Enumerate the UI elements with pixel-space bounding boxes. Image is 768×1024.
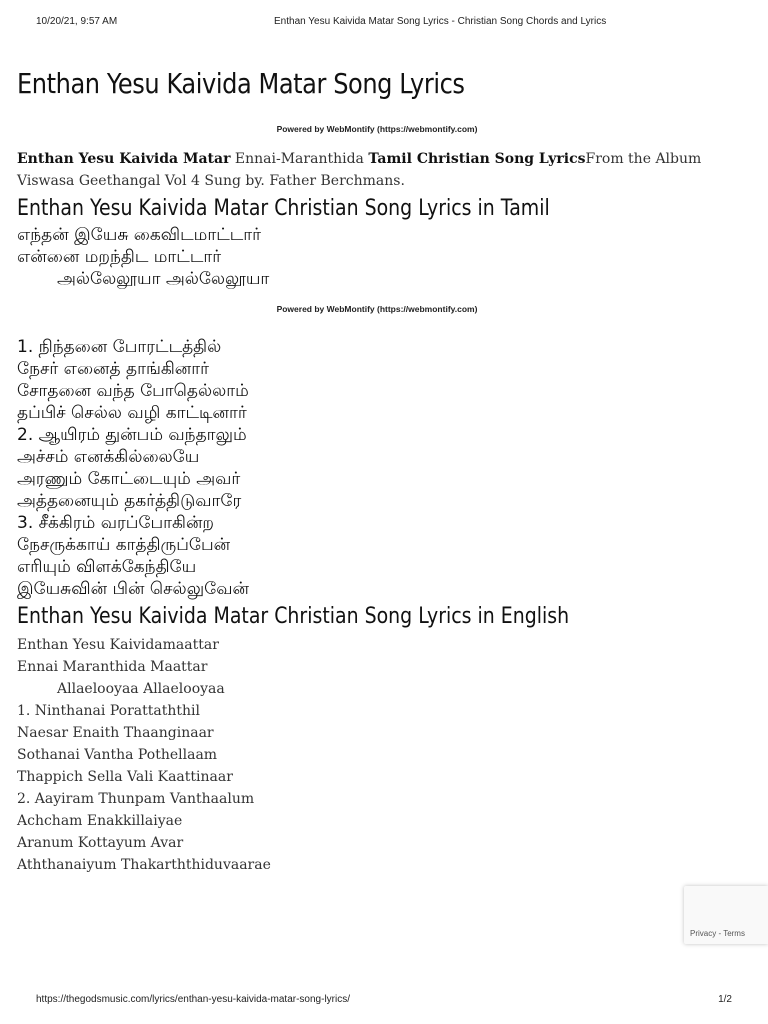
recaptcha-badge[interactable] xyxy=(684,886,768,944)
lyric-line: நேசர் எனைத் தாங்கினார் xyxy=(17,359,210,379)
tamil-lyrics-heading: Enthan Yesu Kaivida Matar Christian Song Lyrics in Tamil xyxy=(17,196,550,221)
lyric-line: Aranum Kottayum Avar xyxy=(17,835,184,851)
lyric-line: அச்சம் எனக்கில்லையே xyxy=(17,447,200,467)
tamil-verses xyxy=(17,336,737,600)
lyric-line: அத்தனையும் தகர்த்திடுவாரே xyxy=(17,491,242,511)
lyric-line: அரணும் கோட்டையும் அவர் xyxy=(17,469,241,489)
lyric-line: அல்லேலூயா அல்லேலூயா xyxy=(57,269,270,289)
lyric-line: என்னை மறந்திட மாட்டார் xyxy=(17,247,222,267)
article xyxy=(17,66,737,876)
lyric-line: Thappich Sella Vali Kaattinaar xyxy=(17,769,233,785)
lyric-line: Enthan Yesu Kaividamaattar xyxy=(17,637,219,653)
intro-paragraph xyxy=(17,148,707,192)
lyric-line: 2. Aayiram Thunpam Vanthaalum xyxy=(17,791,255,807)
intro-song-name: Enthan Yesu Kaivida Matar xyxy=(17,151,231,167)
lyric-line: நேசருக்காய் காத்திருப்பேன் xyxy=(17,535,231,555)
lyric-line: 2. ஆயிரம் துன்பம் வந்தாலும் xyxy=(17,425,247,445)
intro-text-1: Ennai-Maranthida xyxy=(230,151,369,167)
lyric-line: எரியும் விளக்கேந்தியே xyxy=(17,557,197,577)
lyric-line: இயேசுவின் பின் செல்லுவேன் xyxy=(17,579,249,599)
lyric-line: Aththanaiyum Thakarththiduvaarae xyxy=(17,857,271,873)
lyric-line: Sothanai Vantha Pothellaam xyxy=(17,747,218,763)
lyric-line: 1. Ninthanai Porattaththil xyxy=(17,703,200,719)
powered-by-notice: Powered by WebMontify (https://webmontify.com) xyxy=(276,124,478,134)
lyric-line: 1. நிந்தனை போரட்டத்தில் xyxy=(17,337,222,357)
page-title: Enthan Yesu Kaivida Matar Song Lyrics xyxy=(17,67,465,100)
lyric-line: 3. சீக்கிரம் வரப்போகின்ற xyxy=(17,513,214,533)
lyric-line: சோதனை வந்த போதெல்லாம் xyxy=(17,381,249,401)
recaptcha-privacy-terms-links[interactable]: Privacy - Terms xyxy=(690,929,745,938)
print-page-url: https://thegodsmusic.com/lyrics/enthan-yesu-kaivida-matar-song-lyrics/ xyxy=(36,994,350,1005)
lyric-line: Achcham Enakkillaiyae xyxy=(17,813,183,829)
print-page-title: Enthan Yesu Kaivida Matar Song Lyrics - Christian Song Chords and Lyrics xyxy=(274,16,607,27)
tamil-chorus xyxy=(17,224,737,290)
lyric-line: எந்தன் இயேசு கைவிடமாட்டார் xyxy=(17,225,262,245)
english-lyrics xyxy=(17,634,737,876)
lyric-line: தப்பிச் செல்ல வழி காட்டினார் xyxy=(17,403,247,423)
lyric-line: Ennai Maranthida Maattar xyxy=(17,659,208,675)
print-page-number: 1/2 xyxy=(718,994,732,1005)
lyric-line: Naesar Enaith Thaanginaar xyxy=(17,725,214,741)
print-date: 10/20/21, 9:57 AM xyxy=(36,16,118,27)
intro-text-2: From the Album Viswasa Geethangal Vol 4 Sung by. Father Berchmans. xyxy=(17,151,702,189)
intro-genre: Tamil Christian Song Lyrics xyxy=(368,151,586,167)
powered-by-notice: Powered by WebMontify (https://webmontify.com) xyxy=(276,304,478,314)
lyric-line: Allaelooyaa Allaelooyaa xyxy=(57,681,225,697)
english-lyrics-heading: Enthan Yesu Kaivida Matar Christian Song Lyrics in English xyxy=(17,604,570,629)
